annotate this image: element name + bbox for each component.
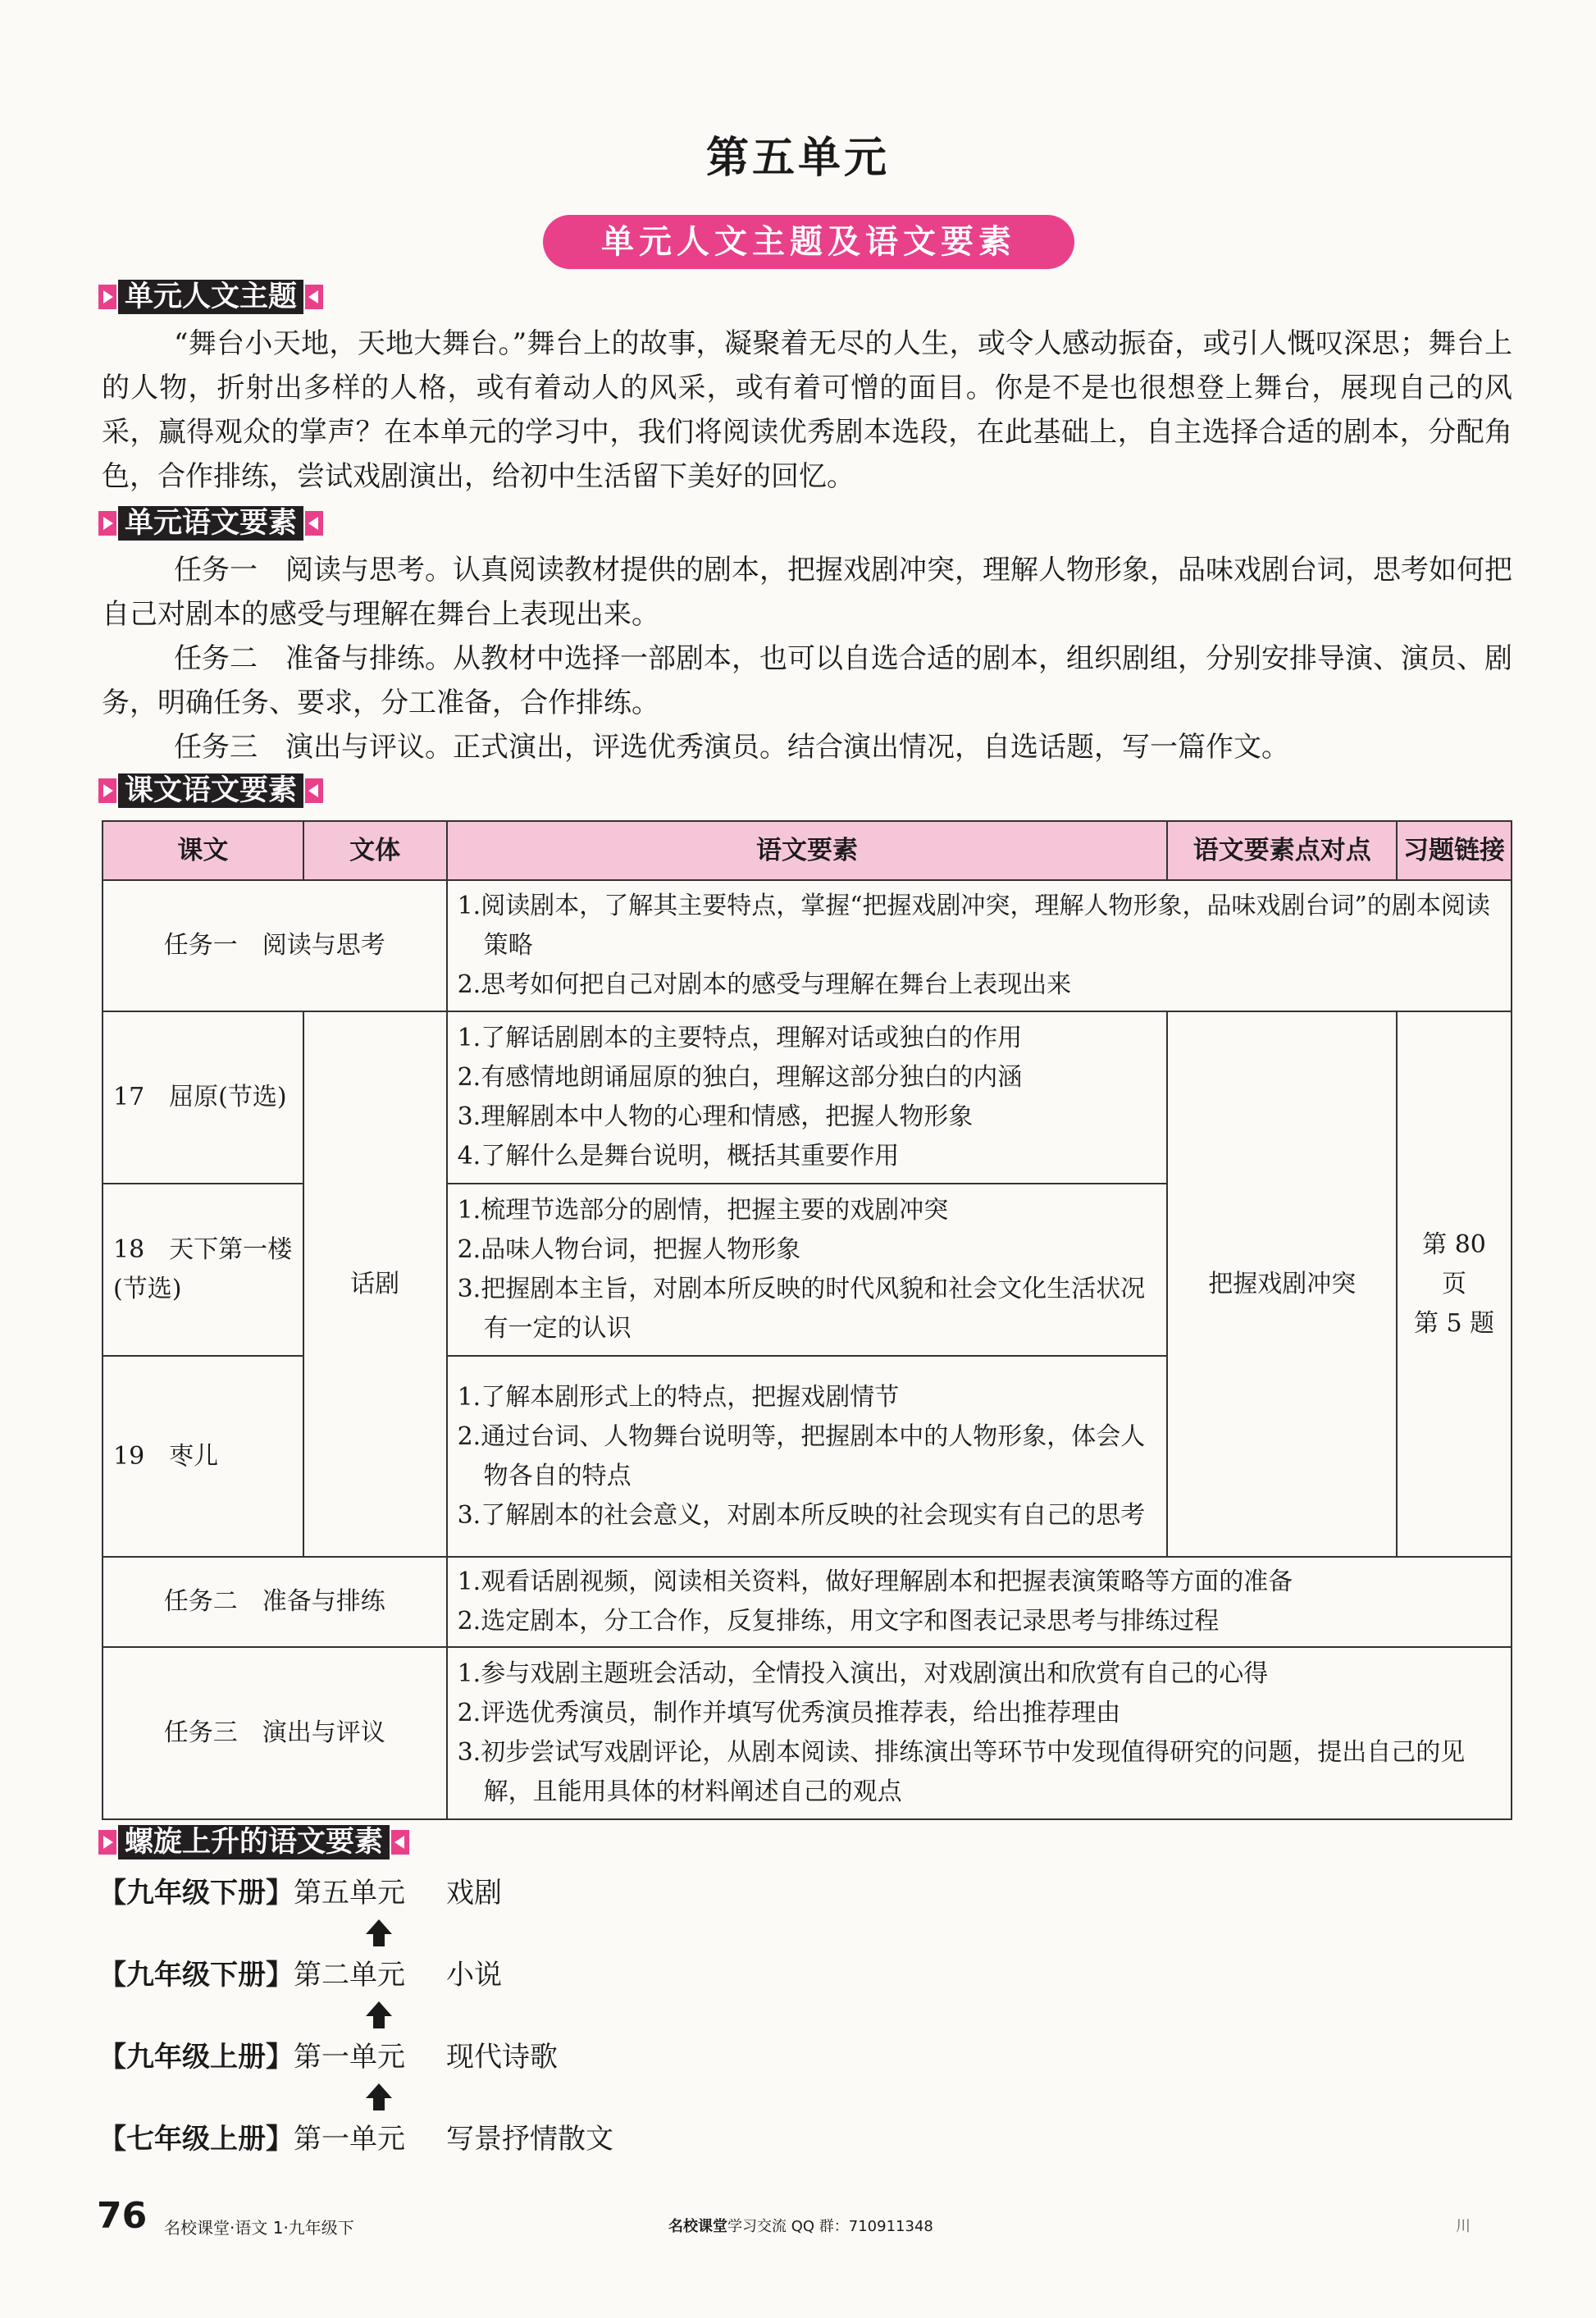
qq-group: 学习交流 QQ 群：710911348: [727, 2218, 933, 2235]
footer-brand: [668, 2215, 933, 2236]
right-triangle-icon: [98, 511, 116, 536]
lesson-items: [447, 1011, 1168, 1184]
list-item: 2.思考如何把自己对剧本的感受与理解在舞台上表现出来: [457, 970, 1072, 999]
up-arrow-stem: [373, 2015, 385, 2028]
brand-logo: 名校课堂: [668, 2218, 727, 2235]
section-label: 课文语文要素: [118, 773, 303, 808]
list-item: 2.品味人物台词，把握人物形象: [457, 1235, 801, 1264]
point-cell: 把握戏剧冲突: [1167, 1011, 1397, 1557]
list-item: 2.有感情地朗诵屈原的独白，理解这部分独白的内涵: [457, 1063, 1023, 1092]
list-item: 3.初步尝试写戏剧评论，从剧本阅读、排练演出等环节中发现值得研究的问题，提出自己的见解，且能用具体的材料阐述自己的观点: [457, 1738, 1466, 1806]
task-items: [447, 880, 1512, 1011]
list-item: 1.了解本剧形式上的特点，把握戏剧情节: [457, 1382, 900, 1412]
spiral-topic: 戏剧: [446, 1877, 502, 1910]
section-label: 单元人文主题: [118, 280, 303, 314]
header-cell: 习题链接: [1397, 821, 1512, 880]
list-item: 4.了解什么是舞台说明，概括其重要作用: [457, 1142, 900, 1170]
page-number: 76: [97, 2195, 148, 2237]
link-page: 第 80 页: [1422, 1230, 1486, 1298]
list-item: 1.参与戏剧主题班会活动，全情投入演出，对戏剧演出和欣赏有自己的心得: [457, 1659, 1269, 1688]
footer-mark: 川: [1456, 2218, 1471, 2235]
table-header-row: [103, 821, 1512, 880]
spiral-grade: 【九年级下册】: [98, 1877, 294, 1910]
right-triangle-icon: [98, 1830, 116, 1855]
section-header-spiral: [98, 1824, 409, 1860]
spiral-topic: 小说: [446, 1959, 502, 1992]
up-arrow-stem: [373, 2097, 385, 2110]
list-item: 2.选定剧本，分工合作，反复排练，用文字和图表记录思考与排练过程: [457, 1607, 1220, 1636]
header-cell: 语文要素: [447, 821, 1168, 880]
list-item: 1.观看话剧视频，阅读相关资料，做好理解剧本和把握表演策略等方面的准备: [457, 1567, 1293, 1596]
lesson-name: 17 屈原(节选): [103, 1011, 303, 1184]
lesson-table: [102, 820, 1512, 1820]
left-triangle-icon: [391, 1830, 409, 1855]
task-name: 任务一 阅读与思考: [103, 880, 447, 1011]
humanities-paragraph: “舞台小天地，天地大舞台。”舞台上的故事，凝聚着无尽的人生，或令人感动振奋，或引人慨叹深思；舞台上的人物，折射出多样的人格，或有着动人的风采，或有着可憎的面目。你是不是也很想登上舞台，展现自己的风采，赢得观众的掌声？在本单元的学习中，我们将阅读优秀剧本选段，在此基础上，自主选择合适的剧本，分配角色，合作排练，尝试戏剧演出，给初中生活留下美好的回忆。: [102, 327, 1512, 493]
task-name: 任务二 准备与排练: [103, 1557, 447, 1647]
spiral-row: [98, 1870, 502, 1910]
task-items: [447, 1647, 1512, 1819]
task-paragraph-1: 任务一 阅读与思考。认真阅读教材提供的剧本，把握戏剧冲突，理解人物形象，品味戏剧台词，思考如何把自己对剧本的感受与理解在舞台上表现出来。: [102, 554, 1512, 631]
list-item: 2.评选优秀演员，制作并填写优秀演员推荐表，给出推荐理由: [457, 1699, 1121, 1727]
task-items: [447, 1557, 1512, 1647]
task-paragraph-2: 任务二 准备与排练。从教材中选择一部剧本，也可以自选合适的剧本，组织剧组，分别安排导演、演员、剧务，明确任务、要求，分工准备，合作排练。: [102, 642, 1512, 719]
book-title: 名校课堂·语文 1·九年级下: [164, 2218, 354, 2238]
spiral-topic: 写景抒情散文: [446, 2123, 613, 2156]
section-header-humanities: [98, 279, 323, 315]
section-header-lesson: [98, 773, 323, 809]
list-item: 2.通过台词、人物舞台说明等，把握剧本中的人物形象，体会人物各自的特点: [457, 1421, 1146, 1490]
spiral-row: [98, 1952, 502, 1992]
spiral-topic: 现代诗歌: [446, 2041, 558, 2074]
right-triangle-icon: [98, 285, 116, 309]
left-triangle-icon: [305, 285, 323, 309]
header-cell: 文体: [303, 821, 447, 880]
up-arrow-icon: [366, 2001, 392, 2016]
spiral-unit: 第二单元: [294, 1959, 405, 1992]
list-item: 3.把握剧本主旨，对剧本所反映的时代风貌和社会文化生活状况有一定的认识: [457, 1275, 1146, 1343]
up-arrow-icon: [366, 2083, 392, 2098]
list-item: 1.梳理节选部分的剧情，把握主要的戏剧冲突: [457, 1196, 949, 1225]
task-paragraph-3: 任务三 演出与评议。正式演出，评选优秀演员。结合演出情况，自选话题，写一篇作文。: [174, 731, 1289, 764]
spiral-row: [98, 2034, 558, 2074]
lesson-items: [447, 1356, 1168, 1557]
left-triangle-icon: [305, 511, 323, 536]
list-item: 3.理解剧本中人物的心理和情感，把握人物形象: [457, 1102, 974, 1131]
up-arrow-icon: [366, 1919, 392, 1934]
left-triangle-icon: [305, 778, 323, 803]
spiral-unit: 第一单元: [294, 2041, 405, 2074]
table-row: [103, 1647, 1512, 1819]
unit-title: 第五单元: [705, 134, 890, 183]
header-cell: 语文要素点对点: [1167, 821, 1397, 880]
right-triangle-icon: [98, 778, 116, 803]
lesson-name: 19 枣儿: [103, 1356, 303, 1557]
spiral-grade: 【九年级下册】: [98, 1959, 294, 1992]
up-arrow-stem: [373, 1933, 385, 1946]
task-name: 任务三 演出与评议: [103, 1647, 447, 1819]
spiral-unit: 第一单元: [294, 2123, 405, 2156]
spiral-grade: 【九年级上册】: [98, 2041, 294, 2074]
section-label: 单元语文要素: [118, 506, 303, 541]
genre-cell: 话剧: [303, 1011, 447, 1557]
lesson-items: [447, 1184, 1168, 1356]
list-item: 3.了解剧本的社会意义，对剧本所反映的社会现实有自己的思考: [457, 1500, 1146, 1530]
link-cell: [1397, 1011, 1512, 1557]
header-cell: 课文: [103, 821, 303, 880]
spiral-grade: 【七年级上册】: [98, 2123, 294, 2156]
spiral-unit: 第五单元: [294, 1877, 405, 1910]
list-item: 1.了解话剧剧本的主要特点，理解对话或独白的作用: [457, 1024, 1023, 1052]
section-label: 螺旋上升的语文要素: [118, 1825, 390, 1859]
list-item: 1.阅读剧本，了解其主要特点，掌握“把握戏剧冲突，理解人物形象，品味戏剧台词”的剧本阅读策略: [457, 892, 1490, 960]
lesson-name: 18 天下第一楼(节选): [103, 1184, 303, 1356]
spiral-row: [98, 2116, 613, 2156]
section-banner: 单元人文主题及语文要素: [543, 215, 1074, 269]
table-row: [103, 1011, 1512, 1184]
link-question: 第 5 题: [1413, 1308, 1495, 1338]
table-row: [103, 880, 1512, 1011]
table-row: [103, 1557, 1512, 1647]
section-header-language: [98, 505, 323, 541]
